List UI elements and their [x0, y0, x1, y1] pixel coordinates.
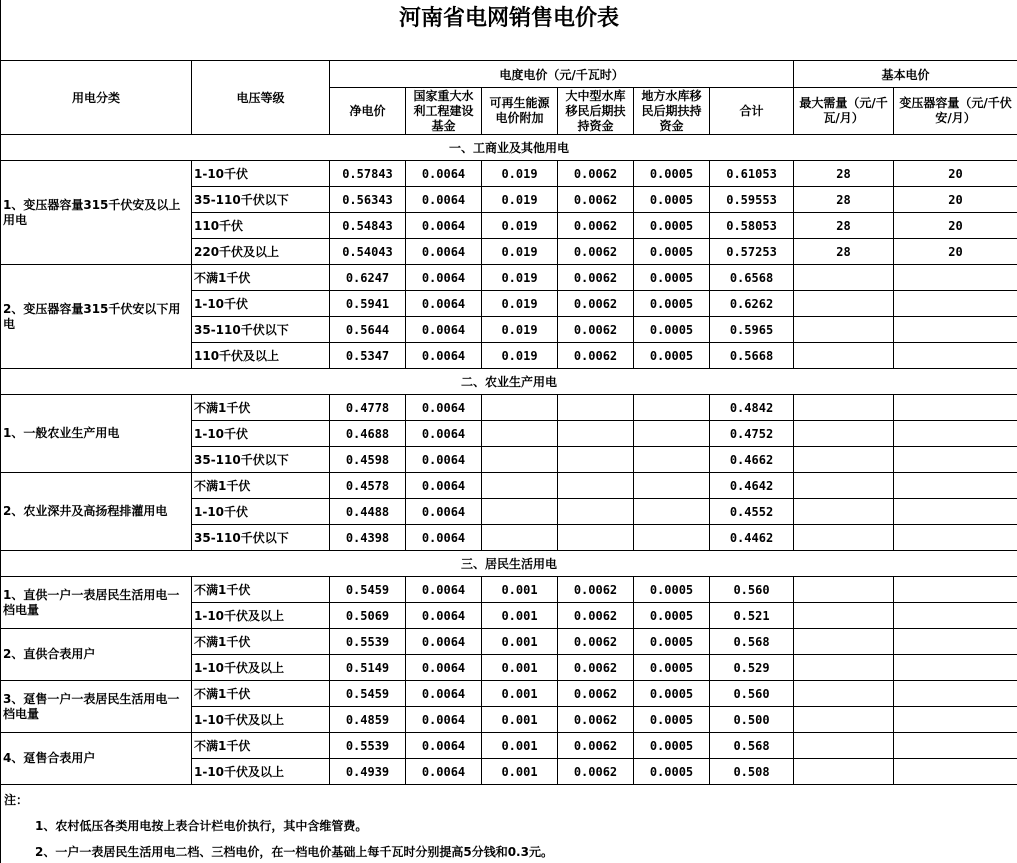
- total-cell: 0.4752: [710, 421, 794, 447]
- section-row: [1, 369, 1017, 395]
- voltage-cell: 220千伏及以上: [192, 239, 330, 265]
- max-demand-cell: [794, 707, 894, 733]
- voltage-cell: 35-110千伏以下: [192, 525, 330, 551]
- total-cell: 0.6262: [710, 291, 794, 317]
- net-price-cell: 0.54843: [330, 213, 406, 239]
- renewable-cell: 0.019: [482, 161, 558, 187]
- local-reservoir-cell: 0.0005: [634, 343, 710, 369]
- water-fund-cell: 0.0064: [406, 629, 482, 655]
- renewable-cell: 0.001: [482, 733, 558, 759]
- large-reservoir-cell: 0.0062: [558, 603, 634, 629]
- renewable-cell: [482, 421, 558, 447]
- header-net-price: 净电价: [330, 88, 406, 135]
- renewable-cell: 0.019: [482, 239, 558, 265]
- total-cell: 0.4642: [710, 473, 794, 499]
- local-reservoir-cell: [634, 473, 710, 499]
- table-row: [1, 577, 1017, 603]
- header-large-reservoir: 大中型水库移民后期扶持资金: [558, 88, 634, 135]
- large-reservoir-cell: 0.0062: [558, 213, 634, 239]
- local-reservoir-cell: 0.0005: [634, 187, 710, 213]
- transformer-capacity-cell: 20: [894, 161, 1017, 187]
- local-reservoir-cell: 0.0005: [634, 239, 710, 265]
- local-reservoir-cell: [634, 395, 710, 421]
- net-price-cell: 0.4578: [330, 473, 406, 499]
- max-demand-cell: [794, 421, 894, 447]
- section-title: 一、工商业及其他用电: [1, 135, 1017, 161]
- local-reservoir-cell: 0.0005: [634, 759, 710, 785]
- local-reservoir-cell: 0.0005: [634, 629, 710, 655]
- total-cell: 0.58053: [710, 213, 794, 239]
- large-reservoir-cell: 0.0062: [558, 265, 634, 291]
- max-demand-cell: [794, 317, 894, 343]
- category-cell: 3、趸售一户一表居民生活用电一档电量: [1, 681, 192, 733]
- large-reservoir-cell: 0.0062: [558, 317, 634, 343]
- total-cell: 0.4662: [710, 447, 794, 473]
- max-demand-cell: [794, 499, 894, 525]
- water-fund-cell: 0.0064: [406, 447, 482, 473]
- renewable-cell: [482, 525, 558, 551]
- renewable-cell: 0.019: [482, 213, 558, 239]
- net-price-cell: 0.4488: [330, 499, 406, 525]
- max-demand-cell: [794, 525, 894, 551]
- water-fund-cell: 0.0064: [406, 655, 482, 681]
- water-fund-cell: 0.0064: [406, 343, 482, 369]
- net-price-cell: 0.4859: [330, 707, 406, 733]
- total-cell: 0.4552: [710, 499, 794, 525]
- water-fund-cell: 0.0064: [406, 577, 482, 603]
- voltage-cell: 不满1千伏: [192, 395, 330, 421]
- water-fund-cell: 0.0064: [406, 317, 482, 343]
- net-price-cell: 0.5459: [330, 681, 406, 707]
- page-title: 河南省电网销售电价表: [0, 0, 1017, 60]
- header-category: 用电分类: [1, 61, 192, 135]
- large-reservoir-cell: 0.0062: [558, 655, 634, 681]
- local-reservoir-cell: [634, 447, 710, 473]
- total-cell: 0.6568: [710, 265, 794, 291]
- voltage-cell: 1-10千伏: [192, 291, 330, 317]
- renewable-cell: 0.001: [482, 707, 558, 733]
- net-price-cell: 0.4688: [330, 421, 406, 447]
- renewable-cell: [482, 473, 558, 499]
- transformer-capacity-cell: 20: [894, 239, 1017, 265]
- voltage-cell: 1-10千伏及以上: [192, 759, 330, 785]
- max-demand-cell: [794, 447, 894, 473]
- transformer-capacity-cell: 20: [894, 187, 1017, 213]
- max-demand-cell: 28: [794, 239, 894, 265]
- net-price-cell: 0.56343: [330, 187, 406, 213]
- transformer-capacity-cell: [894, 707, 1017, 733]
- local-reservoir-cell: 0.0005: [634, 577, 710, 603]
- category-cell: 1、变压器容量315千伏安及以上用电: [1, 161, 192, 265]
- water-fund-cell: 0.0064: [406, 213, 482, 239]
- header-energy-price: 电度电价（元/千瓦时）: [330, 61, 794, 88]
- table-row: [1, 395, 1017, 421]
- max-demand-cell: [794, 265, 894, 291]
- max-demand-cell: [794, 291, 894, 317]
- total-cell: 0.57253: [710, 239, 794, 265]
- renewable-cell: [482, 499, 558, 525]
- large-reservoir-cell: 0.0062: [558, 759, 634, 785]
- renewable-cell: 0.001: [482, 681, 558, 707]
- renewable-cell: 0.001: [482, 629, 558, 655]
- water-fund-cell: 0.0064: [406, 161, 482, 187]
- max-demand-cell: [794, 733, 894, 759]
- max-demand-cell: [794, 395, 894, 421]
- local-reservoir-cell: [634, 421, 710, 447]
- net-price-cell: 0.5644: [330, 317, 406, 343]
- local-reservoir-cell: 0.0005: [634, 681, 710, 707]
- local-reservoir-cell: [634, 525, 710, 551]
- voltage-cell: 不满1千伏: [192, 473, 330, 499]
- header-total: 合计: [710, 88, 794, 135]
- renewable-cell: 0.001: [482, 655, 558, 681]
- water-fund-cell: 0.0064: [406, 707, 482, 733]
- transformer-capacity-cell: [894, 447, 1017, 473]
- local-reservoir-cell: [634, 499, 710, 525]
- price-table: [0, 60, 1017, 785]
- total-cell: 0.560: [710, 681, 794, 707]
- large-reservoir-cell: 0.0062: [558, 733, 634, 759]
- header-base-price: 基本电价: [794, 61, 1017, 88]
- net-price-cell: 0.57843: [330, 161, 406, 187]
- total-cell: 0.529: [710, 655, 794, 681]
- transformer-capacity-cell: [894, 759, 1017, 785]
- max-demand-cell: 28: [794, 161, 894, 187]
- header-local-reservoir: 地方水库移民后期扶持资金: [634, 88, 710, 135]
- large-reservoir-cell: [558, 525, 634, 551]
- total-cell: 0.59553: [710, 187, 794, 213]
- header-water-fund: 国家重大水利工程建设基金: [406, 88, 482, 135]
- net-price-cell: 0.6247: [330, 265, 406, 291]
- max-demand-cell: [794, 343, 894, 369]
- voltage-cell: 110千伏及以上: [192, 343, 330, 369]
- water-fund-cell: 0.0064: [406, 239, 482, 265]
- water-fund-cell: 0.0064: [406, 499, 482, 525]
- max-demand-cell: [794, 759, 894, 785]
- local-reservoir-cell: 0.0005: [634, 161, 710, 187]
- net-price-cell: 0.4778: [330, 395, 406, 421]
- large-reservoir-cell: [558, 473, 634, 499]
- max-demand-cell: 28: [794, 187, 894, 213]
- net-price-cell: 0.4398: [330, 525, 406, 551]
- transformer-capacity-cell: [894, 603, 1017, 629]
- total-cell: 0.4462: [710, 525, 794, 551]
- table-row: [1, 681, 1017, 707]
- large-reservoir-cell: 0.0062: [558, 629, 634, 655]
- header-max-demand: 最大需量（元/千瓦/月）: [794, 88, 894, 135]
- local-reservoir-cell: 0.0005: [634, 291, 710, 317]
- header-renewable: 可再生能源电价附加: [482, 88, 558, 135]
- local-reservoir-cell: 0.0005: [634, 733, 710, 759]
- large-reservoir-cell: 0.0062: [558, 291, 634, 317]
- total-cell: 0.500: [710, 707, 794, 733]
- max-demand-cell: [794, 655, 894, 681]
- local-reservoir-cell: 0.0005: [634, 265, 710, 291]
- transformer-capacity-cell: [894, 421, 1017, 447]
- category-cell: 2、直供合表用户: [1, 629, 192, 681]
- water-fund-cell: 0.0064: [406, 395, 482, 421]
- section-title: 三、居民生活用电: [1, 551, 1017, 577]
- note-2: 2、一户一表居民生活用电二档、三档电价，在一档电价基础上每千瓦时分别提高5分钱和0.3元。: [35, 845, 553, 859]
- header-row-1: [1, 61, 1017, 88]
- water-fund-cell: 0.0064: [406, 681, 482, 707]
- max-demand-cell: 28: [794, 213, 894, 239]
- category-cell: 2、农业深井及高扬程排灌用电: [1, 473, 192, 551]
- renewable-cell: 0.001: [482, 603, 558, 629]
- transformer-capacity-cell: [894, 525, 1017, 551]
- net-price-cell: 0.5539: [330, 629, 406, 655]
- water-fund-cell: 0.0064: [406, 291, 482, 317]
- category-cell: 4、趸售合表用户: [1, 733, 192, 785]
- total-cell: 0.5668: [710, 343, 794, 369]
- max-demand-cell: [794, 681, 894, 707]
- renewable-cell: 0.001: [482, 759, 558, 785]
- large-reservoir-cell: 0.0062: [558, 161, 634, 187]
- transformer-capacity-cell: 20: [894, 213, 1017, 239]
- notes-heading: 注：: [4, 793, 29, 807]
- water-fund-cell: 0.0064: [406, 733, 482, 759]
- net-price-cell: 0.5149: [330, 655, 406, 681]
- voltage-cell: 不满1千伏: [192, 265, 330, 291]
- max-demand-cell: [794, 473, 894, 499]
- renewable-cell: [482, 395, 558, 421]
- table-row: [1, 629, 1017, 655]
- renewable-cell: 0.001: [482, 577, 558, 603]
- total-cell: 0.521: [710, 603, 794, 629]
- renewable-cell: 0.019: [482, 291, 558, 317]
- note-1: 1、农村低压各类用电按上表合计栏电价执行，其中含维管费。: [35, 819, 368, 833]
- local-reservoir-cell: 0.0005: [634, 317, 710, 343]
- large-reservoir-cell: 0.0062: [558, 681, 634, 707]
- water-fund-cell: 0.0064: [406, 421, 482, 447]
- voltage-cell: 35-110千伏以下: [192, 187, 330, 213]
- voltage-cell: 1-10千伏及以上: [192, 707, 330, 733]
- voltage-cell: 110千伏: [192, 213, 330, 239]
- water-fund-cell: 0.0064: [406, 525, 482, 551]
- total-cell: 0.508: [710, 759, 794, 785]
- large-reservoir-cell: [558, 395, 634, 421]
- total-cell: 0.568: [710, 733, 794, 759]
- transformer-capacity-cell: [894, 395, 1017, 421]
- voltage-cell: 不满1千伏: [192, 629, 330, 655]
- large-reservoir-cell: 0.0062: [558, 187, 634, 213]
- net-price-cell: 0.54043: [330, 239, 406, 265]
- max-demand-cell: [794, 577, 894, 603]
- transformer-capacity-cell: [894, 733, 1017, 759]
- total-cell: 0.61053: [710, 161, 794, 187]
- net-price-cell: 0.5941: [330, 291, 406, 317]
- section-row: [1, 135, 1017, 161]
- net-price-cell: 0.5069: [330, 603, 406, 629]
- water-fund-cell: 0.0064: [406, 603, 482, 629]
- net-price-cell: 0.4939: [330, 759, 406, 785]
- local-reservoir-cell: 0.0005: [634, 707, 710, 733]
- max-demand-cell: [794, 603, 894, 629]
- section-title: 二、农业生产用电: [1, 369, 1017, 395]
- table-row: [1, 473, 1017, 499]
- renewable-cell: 0.019: [482, 343, 558, 369]
- voltage-cell: 1-10千伏: [192, 161, 330, 187]
- transformer-capacity-cell: [894, 291, 1017, 317]
- category-cell: 1、直供一户一表居民生活用电一档电量: [1, 577, 192, 629]
- category-cell: 1、一般农业生产用电: [1, 395, 192, 473]
- net-price-cell: 0.5539: [330, 733, 406, 759]
- renewable-cell: 0.019: [482, 265, 558, 291]
- transformer-capacity-cell: [894, 265, 1017, 291]
- water-fund-cell: 0.0064: [406, 473, 482, 499]
- total-cell: 0.5965: [710, 317, 794, 343]
- voltage-cell: 35-110千伏以下: [192, 317, 330, 343]
- net-price-cell: 0.5459: [330, 577, 406, 603]
- voltage-cell: 1-10千伏: [192, 499, 330, 525]
- transformer-capacity-cell: [894, 577, 1017, 603]
- renewable-cell: 0.019: [482, 187, 558, 213]
- water-fund-cell: 0.0064: [406, 265, 482, 291]
- large-reservoir-cell: 0.0062: [558, 343, 634, 369]
- transformer-capacity-cell: [894, 629, 1017, 655]
- large-reservoir-cell: [558, 499, 634, 525]
- large-reservoir-cell: 0.0062: [558, 577, 634, 603]
- renewable-cell: [482, 447, 558, 473]
- transformer-capacity-cell: [894, 473, 1017, 499]
- renewable-cell: 0.019: [482, 317, 558, 343]
- total-cell: 0.568: [710, 629, 794, 655]
- table-row: [1, 161, 1017, 187]
- voltage-cell: 1-10千伏: [192, 421, 330, 447]
- category-cell: 2、变压器容量315千伏安以下用电: [1, 265, 192, 369]
- voltage-cell: 1-10千伏及以上: [192, 603, 330, 629]
- net-price-cell: 0.4598: [330, 447, 406, 473]
- local-reservoir-cell: 0.0005: [634, 213, 710, 239]
- transformer-capacity-cell: [894, 343, 1017, 369]
- transformer-capacity-cell: [894, 317, 1017, 343]
- header-voltage: 电压等级: [192, 61, 330, 135]
- voltage-cell: 不满1千伏: [192, 681, 330, 707]
- total-cell: 0.4842: [710, 395, 794, 421]
- transformer-capacity-cell: [894, 499, 1017, 525]
- large-reservoir-cell: 0.0062: [558, 707, 634, 733]
- transformer-capacity-cell: [894, 681, 1017, 707]
- water-fund-cell: 0.0064: [406, 759, 482, 785]
- large-reservoir-cell: 0.0062: [558, 239, 634, 265]
- voltage-cell: 35-110千伏以下: [192, 447, 330, 473]
- notes: [0, 785, 1017, 863]
- section-row: [1, 551, 1017, 577]
- local-reservoir-cell: 0.0005: [634, 655, 710, 681]
- table-row: [1, 265, 1017, 291]
- voltage-cell: 1-10千伏及以上: [192, 655, 330, 681]
- large-reservoir-cell: [558, 421, 634, 447]
- header-transformer-capacity: 变压器容量（元/千伏安/月）: [894, 88, 1017, 135]
- large-reservoir-cell: [558, 447, 634, 473]
- voltage-cell: 不满1千伏: [192, 733, 330, 759]
- voltage-cell: 不满1千伏: [192, 577, 330, 603]
- local-reservoir-cell: 0.0005: [634, 603, 710, 629]
- net-price-cell: 0.5347: [330, 343, 406, 369]
- max-demand-cell: [794, 629, 894, 655]
- transformer-capacity-cell: [894, 655, 1017, 681]
- table-row: [1, 733, 1017, 759]
- water-fund-cell: 0.0064: [406, 187, 482, 213]
- total-cell: 0.560: [710, 577, 794, 603]
